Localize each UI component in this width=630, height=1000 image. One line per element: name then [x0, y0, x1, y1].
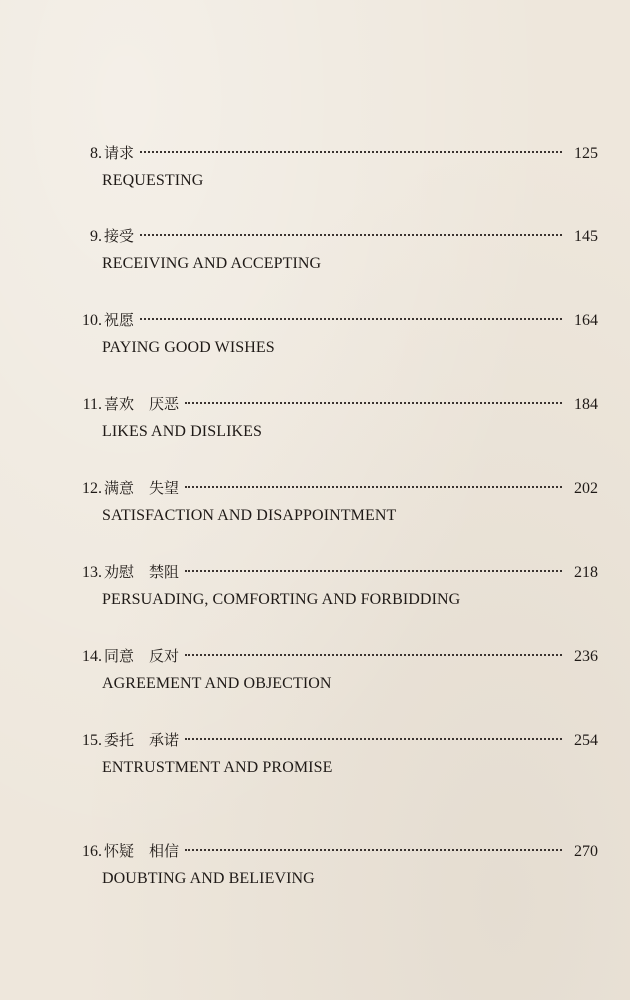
entry-english-title: RECEIVING AND ACCEPTING [102, 255, 322, 272]
toc-entry-16[interactable] [78, 840, 598, 888]
toc-entry-9[interactable] [78, 225, 598, 273]
entry-chinese-title: 请求 [104, 144, 135, 162]
toc-entry-11[interactable] [78, 393, 598, 441]
entry-page-number: 254 [574, 732, 598, 749]
entry-number: 14. [82, 648, 102, 665]
entry-chinese-title: 喜欢 厌恶 [104, 395, 180, 413]
dot-leader [140, 318, 562, 320]
entry-chinese-title: 劝慰 禁阻 [104, 563, 180, 581]
entry-english-title: SATISFACTION AND DISAPPOINTMENT [102, 507, 397, 524]
toc-entry-12[interactable] [78, 477, 598, 525]
entry-chinese-title: 祝愿 [104, 311, 135, 329]
entry-page-number: 270 [574, 843, 598, 860]
entry-number: 9. [90, 228, 102, 245]
entry-english-title: DOUBTING AND BELIEVING [102, 870, 315, 887]
dot-leader [140, 151, 562, 153]
entry-page-number: 202 [574, 480, 598, 497]
entry-chinese-title: 接受 [104, 227, 135, 245]
dot-leader [185, 570, 562, 572]
toc-entry-14[interactable] [78, 645, 598, 693]
entry-english-title: ENTRUSTMENT AND PROMISE [102, 759, 333, 776]
entry-chinese-title: 满意 失望 [104, 479, 180, 497]
entry-page-number: 145 [574, 228, 598, 245]
entry-page-number: 125 [574, 145, 598, 162]
dot-leader [140, 234, 562, 236]
entry-number: 12. [82, 480, 102, 497]
dot-leader [185, 849, 562, 851]
entry-english-title: AGREEMENT AND OBJECTION [102, 675, 332, 692]
toc-entry-8[interactable] [78, 142, 598, 190]
entry-english-title: PERSUADING, COMFORTING AND FORBIDDING [102, 591, 461, 608]
entry-page-number: 184 [574, 396, 598, 413]
entry-chinese-title: 同意 反对 [104, 647, 180, 665]
entry-number: 10. [82, 312, 102, 329]
dot-leader [185, 486, 562, 488]
toc-entry-10[interactable] [78, 309, 598, 357]
entry-number: 8. [90, 145, 102, 162]
entry-page-number: 164 [574, 312, 598, 329]
entry-english-title: LIKES AND DISLIKES [102, 423, 263, 440]
entry-chinese-title: 委托 承诺 [104, 731, 180, 749]
toc-entry-15[interactable] [78, 729, 598, 777]
entry-page-number: 236 [574, 648, 598, 665]
entry-number: 15. [82, 732, 102, 749]
entry-number: 11. [82, 396, 102, 413]
entry-english-title: PAYING GOOD WISHES [102, 339, 275, 356]
toc-entry-13[interactable] [78, 561, 598, 609]
dot-leader [185, 654, 562, 656]
entry-number: 13. [82, 564, 102, 581]
entry-number: 16. [82, 843, 102, 860]
entry-page-number: 218 [574, 564, 598, 581]
entry-chinese-title: 怀疑 相信 [104, 842, 180, 860]
dot-leader [185, 402, 562, 404]
dot-leader [185, 738, 562, 740]
entry-english-title: REQUESTING [102, 172, 204, 189]
